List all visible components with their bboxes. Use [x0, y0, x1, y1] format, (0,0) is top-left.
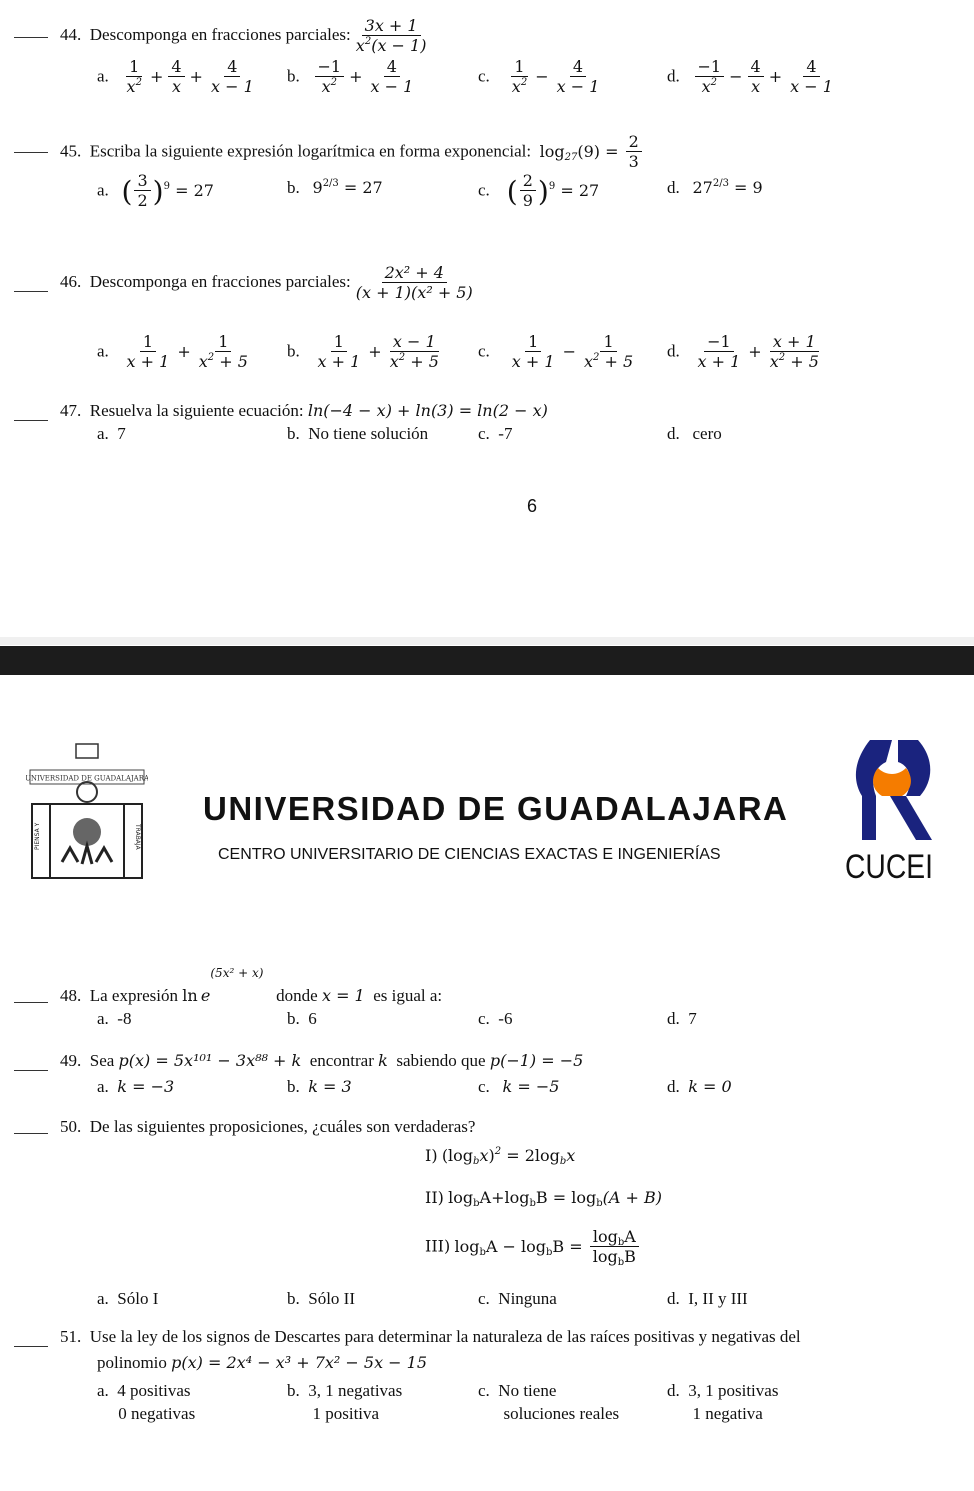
answer-blank[interactable]	[14, 1002, 48, 1003]
option-48-a[interactable]: a. -8	[97, 1009, 132, 1028]
option-50-d[interactable]: d. I, II y III	[667, 1289, 748, 1308]
svg-text:PIENSA Y: PIENSA Y	[34, 822, 41, 850]
option-44-b[interactable]: b. $\frac{-1}{x^2}$ + $\frac{4}{x - 1}$	[287, 57, 414, 96]
answer-blank[interactable]	[14, 1346, 48, 1347]
option-44-d[interactable]: d. $\frac{-1}{x^2}$ − $\frac{4}{x}$ + $\frac{4}{x - 1}$	[667, 57, 833, 96]
option-51-b[interactable]: b. 3, 1 negativas 1 positiva	[287, 1381, 403, 1423]
question-47: 47. Resuelva la siguiente ecuación: ln(−4 − x) + ln(3) = ln(2 − x)	[60, 401, 548, 420]
cucei-logo	[842, 738, 942, 888]
option-47-a[interactable]: a. 7	[97, 424, 126, 443]
question-46: 46. Descomponga en fracciones parciales: $\frac{\text{2x² + 4}}{\text{(x + 1)(x² + 5)}}$	[60, 263, 473, 302]
option-47-b[interactable]: b. No tiene solución	[287, 424, 429, 443]
option-46-c[interactable]: c. $\frac{1}{x + 1}$ − $\frac{1}{x^2 + 5}$	[478, 332, 634, 371]
university-seal	[26, 742, 148, 882]
option-46-d[interactable]: d. $\frac{-1}{x + 1}$ + $\frac{x + 1}{x^2 + 5}$	[667, 332, 819, 371]
option-51-d[interactable]: d. 3, 1 positivas 1 negativa	[667, 1381, 779, 1423]
option-51-a[interactable]: a. 4 positivas 0 negativas	[97, 1381, 196, 1423]
option-50-c[interactable]: c. Ninguna	[478, 1289, 557, 1308]
option-48-c[interactable]: c. -6	[478, 1009, 513, 1028]
option-50-b[interactable]: b. Sólo II	[287, 1289, 355, 1308]
svg-text:UNIVERSIDAD DE GUADALAJARA: UNIVERSIDAD DE GUADALAJARA	[26, 774, 148, 783]
option-51-c[interactable]: c. No tiene soluciones reales	[478, 1381, 620, 1423]
option-46-b[interactable]: b. $\frac{1}{x + 1}$ + $\frac{x - 1}{x^2 + 5}$	[287, 332, 439, 371]
option-48-d[interactable]: d. 7	[667, 1009, 697, 1028]
svg-text:TRABAJA: TRABAJA	[134, 824, 141, 850]
option-45-a[interactable]: a. ( $\frac{3}{2}$ )$^9$ = 27	[97, 171, 214, 210]
option-49-d[interactable]: d. k = 0	[667, 1077, 732, 1096]
page-divider	[0, 646, 974, 675]
question-50: 50. De las siguientes proposiciones, ¿cuáles son verdaderas?	[60, 1117, 476, 1136]
proposition-2: II) $\log_bA+\log_bB = \log_b(A + B)$	[425, 1188, 663, 1209]
question-48: 48. La expresión $\ln e^{(5x^2 + x)}$ donde x = 1 es igual a:	[60, 966, 443, 1005]
proposition-1: I) $(\log_bx)^2 = 2\log_bx$	[425, 1146, 576, 1167]
answer-blank[interactable]	[14, 1070, 48, 1071]
university-title: UNIVERSIDAD DE GUADALAJARA	[203, 790, 789, 827]
answer-blank[interactable]	[14, 1133, 48, 1134]
question-51: 51. Use la ley de los signos de Descartes para determinar la naturaleza de las raíces positivas y negativas del	[60, 1327, 801, 1346]
option-50-a[interactable]: a. Sólo I	[97, 1289, 159, 1308]
page-number: 6	[527, 496, 538, 516]
question-51-line2: polinomio p(x) = 2x⁴ − x³ + 7x² − 5x − 15	[97, 1353, 428, 1372]
center-subtitle: CENTRO UNIVERSITARIO DE CIENCIAS EXACTAS E INGENIERÍAS	[218, 846, 721, 863]
answer-blank[interactable]	[14, 420, 48, 421]
option-46-a[interactable]: a. $\frac{1}{x + 1}$ + $\frac{1}{x^2 + 5}$	[97, 332, 248, 371]
option-47-c[interactable]: c. -7	[478, 424, 513, 443]
page-gap	[0, 637, 974, 645]
option-45-d[interactable]: d. $27^{2/3} = 9$	[667, 178, 763, 197]
question-44: 44. Descomponga en fracciones parciales: $\frac{3x + 1}{x^2(x - 1)}$	[60, 16, 427, 55]
question-45: 45. Escriba la siguiente expresión logarítmica en forma exponencial: $\log_{27}(9)$ = $\frac{2}{3}$	[60, 133, 644, 171]
option-49-c[interactable]: c. k = −5	[478, 1077, 560, 1096]
answer-blank[interactable]	[14, 291, 48, 292]
proposition-3: III) $\log_bA - \log_bB$ = $\frac{\log_bA}{\log_bB}$	[425, 1228, 641, 1266]
answer-blank[interactable]	[14, 37, 48, 38]
option-49-b[interactable]: b. k = 3	[287, 1077, 352, 1096]
svg-text:CUCEI: CUCEI	[845, 848, 933, 886]
option-45-b[interactable]: b. $9^{2/3} = 27$	[287, 178, 383, 197]
option-49-a[interactable]: a. k = −3	[97, 1077, 175, 1096]
question-49: 49. Sea p(x) = 5x¹⁰¹ − 3x⁸⁸ + k encontrar k sabiendo que p(−1) = −5	[60, 1051, 584, 1070]
option-44-c[interactable]: c. $\frac{1}{x^2}$ − $\frac{4}{x - 1}$	[478, 57, 600, 96]
option-48-b[interactable]: b. 6	[287, 1009, 317, 1028]
answer-blank[interactable]	[14, 152, 48, 153]
option-45-c[interactable]: c. ( $\frac{2}{9}$ )$^9$ = 27	[478, 171, 600, 210]
option-47-d[interactable]: d. cero	[667, 424, 722, 443]
option-44-a[interactable]: a. $\frac{1}{x^2}$ + $\frac{4}{x}$ + $\frac{4}{x - 1}$	[97, 57, 254, 96]
